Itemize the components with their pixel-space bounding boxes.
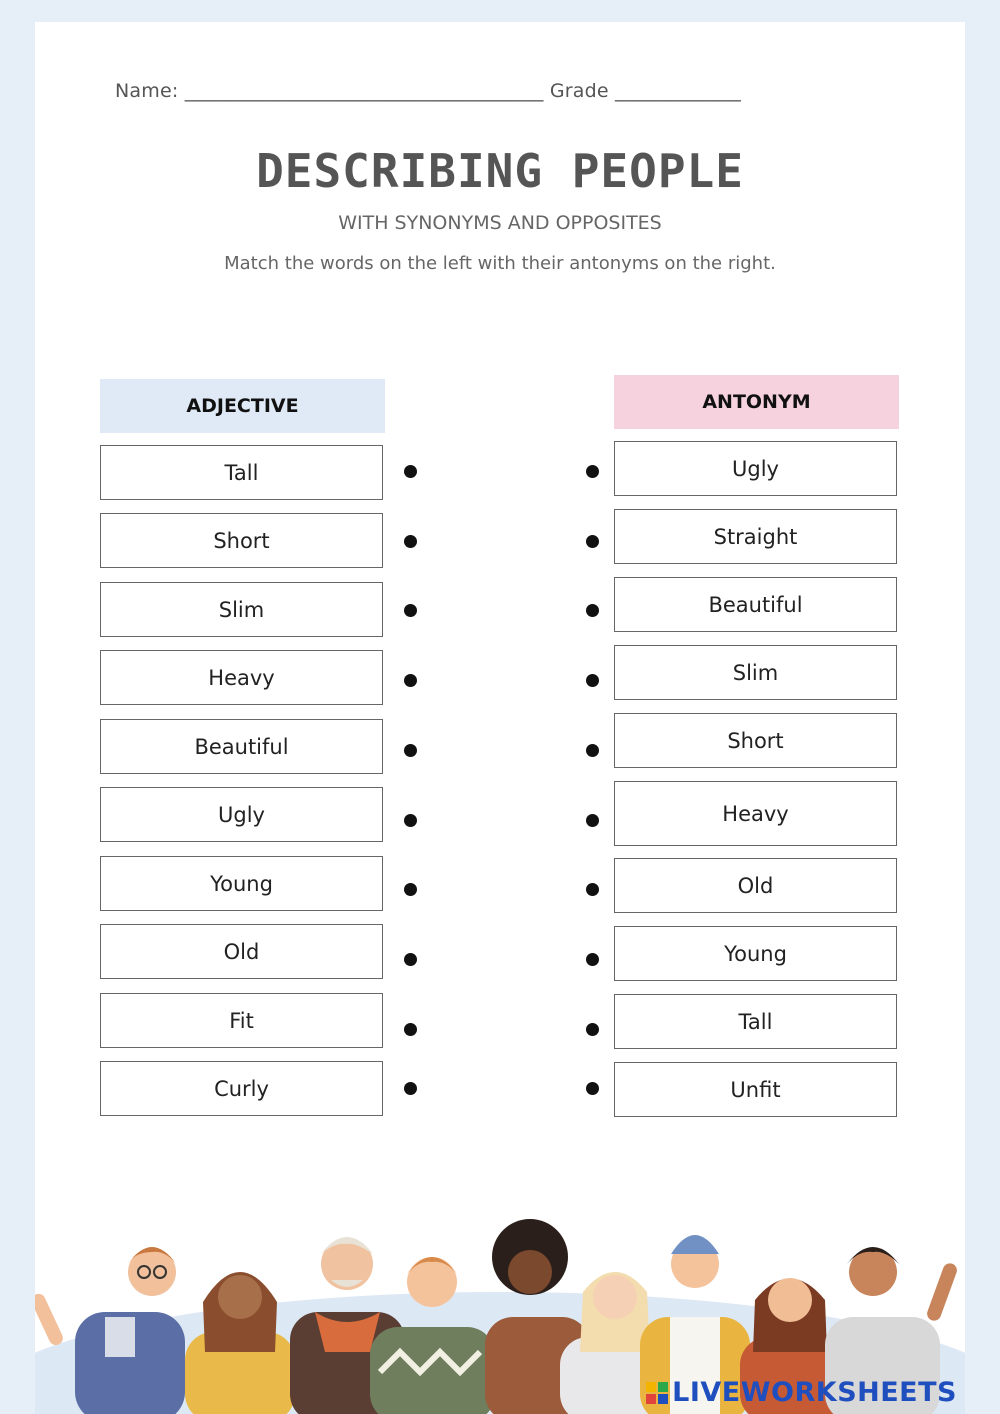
left-match-dot[interactable]: [404, 744, 417, 757]
adjective-box: Young: [100, 856, 383, 911]
right-match-dot[interactable]: [586, 1023, 599, 1036]
person-figure: [185, 1272, 295, 1414]
left-match-dot[interactable]: [404, 674, 417, 687]
adjective-box: Tall: [100, 445, 383, 500]
worksheet-subtitle: WITH SYNONYMS AND OPPOSITES: [338, 212, 662, 234]
right-match-dot[interactable]: [586, 674, 599, 687]
adjective-column-header: ADJECTIVE: [100, 379, 385, 433]
person-figure: [370, 1257, 495, 1414]
adjective-box: Short: [100, 513, 383, 568]
left-match-dot[interactable]: [404, 1082, 417, 1095]
adjective-box: Fit: [100, 993, 383, 1048]
adjective-box: Heavy: [100, 650, 383, 705]
antonym-box: Straight: [614, 509, 897, 564]
antonym-box: Heavy: [614, 781, 897, 846]
worksheet-page: [35, 22, 965, 1414]
antonym-box: Beautiful: [614, 577, 897, 632]
adjective-box: Ugly: [100, 787, 383, 842]
right-match-dot[interactable]: [586, 1082, 599, 1095]
antonym-box: Young: [614, 926, 897, 981]
left-match-dot[interactable]: [404, 604, 417, 617]
right-match-dot[interactable]: [586, 814, 599, 827]
adjective-box: Slim: [100, 582, 383, 637]
left-match-dot[interactable]: [404, 535, 417, 548]
left-match-dot[interactable]: [404, 1023, 417, 1036]
watermark-text: LIVEWORKSHEETS: [672, 1377, 957, 1408]
antonym-box: Unfit: [614, 1062, 897, 1117]
worksheet-title: DESCRIBING PEOPLE: [256, 144, 744, 198]
antonym-box: Tall: [614, 994, 897, 1049]
adjective-box: Old: [100, 924, 383, 979]
liveworksheets-logo-icon: [646, 1382, 668, 1404]
antonym-column-header: ANTONYM: [614, 375, 899, 429]
antonym-box: Short: [614, 713, 897, 768]
liveworksheets-watermark: [646, 1377, 957, 1408]
right-match-dot[interactable]: [586, 465, 599, 478]
right-match-dot[interactable]: [586, 883, 599, 896]
instructions-text: Match the words on the left with their antonyms on the right.: [224, 253, 776, 274]
right-match-dot[interactable]: [586, 744, 599, 757]
adjective-box: Curly: [100, 1061, 383, 1116]
antonym-box: Ugly: [614, 441, 897, 496]
left-match-dot[interactable]: [404, 883, 417, 896]
left-match-dot[interactable]: [404, 814, 417, 827]
right-match-dot[interactable]: [586, 604, 599, 617]
name-grade-line: Name: _____________________________________ Grade _____________: [115, 80, 742, 102]
left-match-dot[interactable]: [404, 953, 417, 966]
left-match-dot[interactable]: [404, 465, 417, 478]
right-match-dot[interactable]: [586, 953, 599, 966]
adjective-box: Beautiful: [100, 719, 383, 774]
antonym-box: Slim: [614, 645, 897, 700]
antonym-box: Old: [614, 858, 897, 913]
right-match-dot[interactable]: [586, 535, 599, 548]
